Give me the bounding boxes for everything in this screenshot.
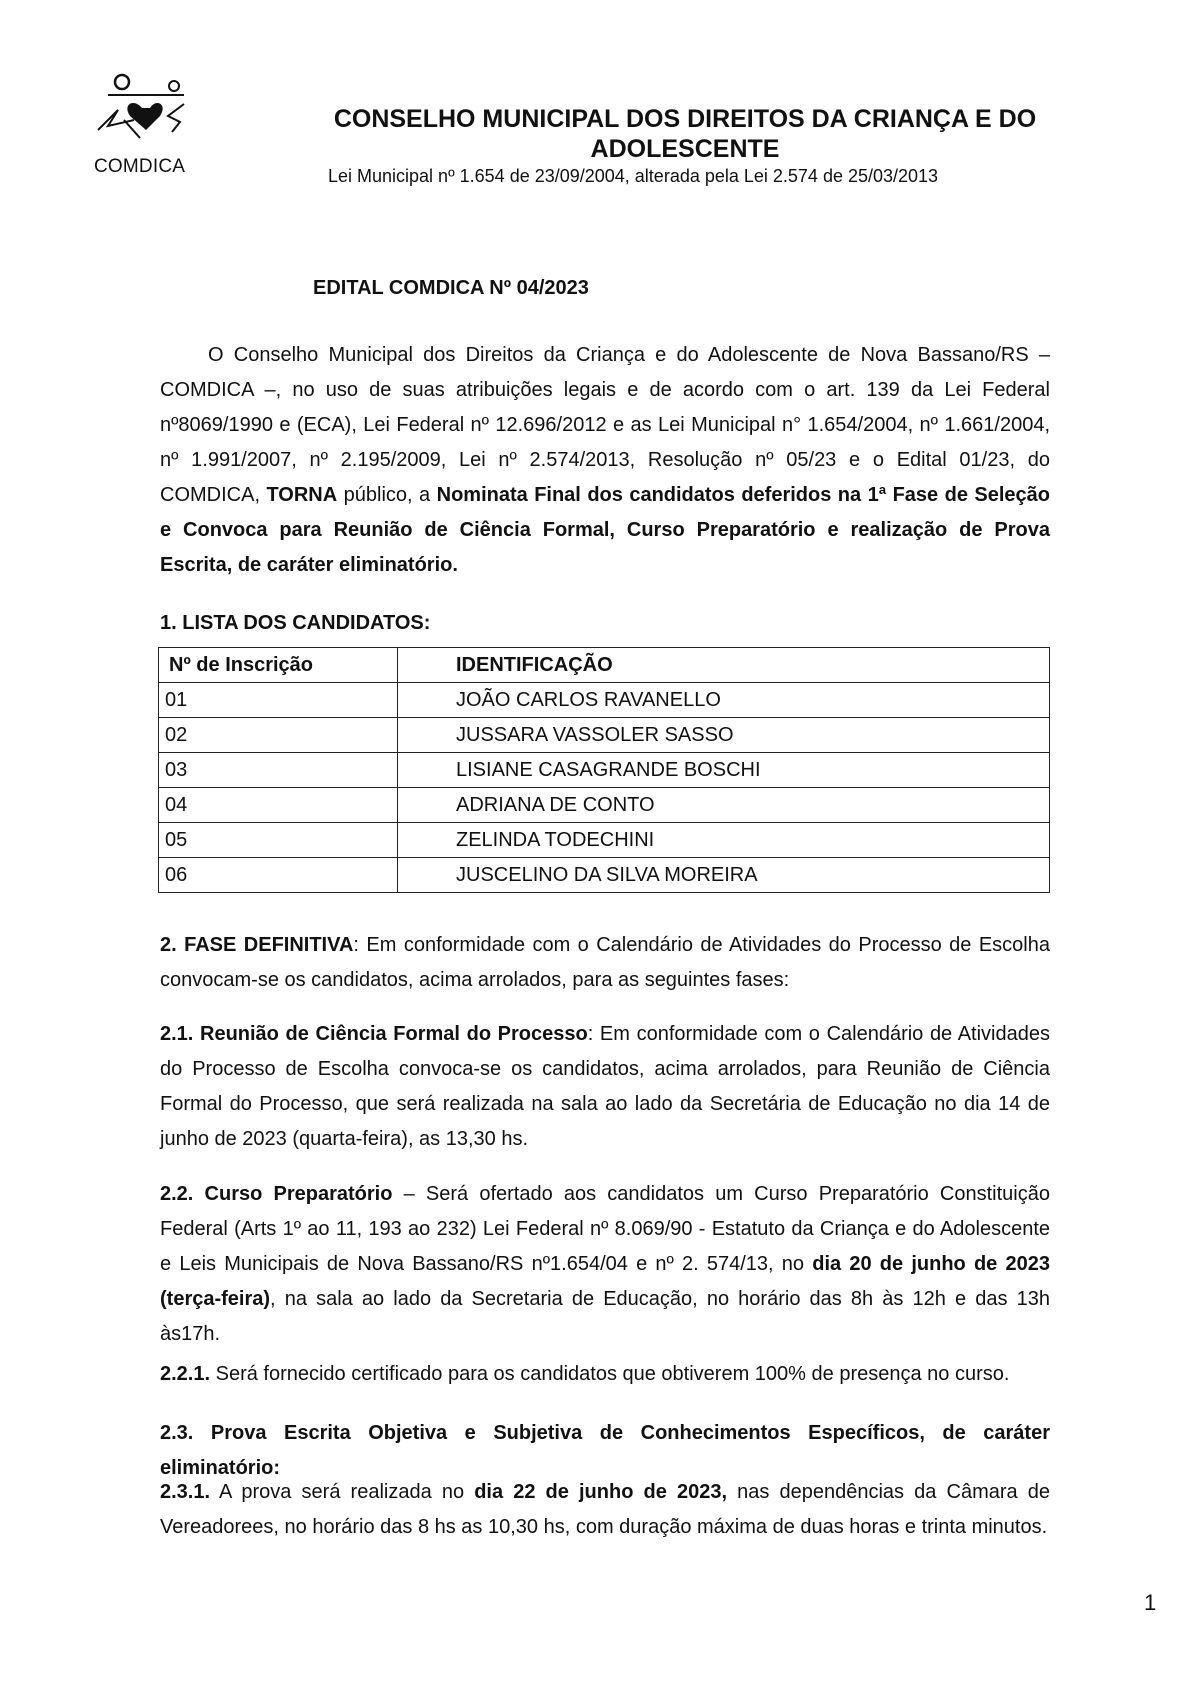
table-row <box>159 858 1050 893</box>
section-2-2-1-label: 2.2.1. <box>160 1363 211 1385</box>
section-2-3-1-label: 2.3.1. <box>160 1481 211 1503</box>
page-number: 1 <box>1144 1590 1157 1615</box>
cell-name: JOÃO CARLOS RAVANELLO <box>398 683 1050 718</box>
table-row <box>159 823 1050 858</box>
cell-num: 01 <box>159 683 398 718</box>
section-2-2-1-text: Será fornecido certificado para os candidatos que obtiverem 100% de presença no curso. <box>210 1363 1010 1385</box>
table-row <box>159 683 1050 718</box>
intro-bold-tail: Nominata Final dos candidatos deferidos na 1ª Fase de Seleção e Convoca para Reunião de Ciência Formal, Curso Preparatório e realização de Prova Escrita, de caráter eliminatório. <box>160 484 1050 576</box>
section-2-1-text: : Em conformidade com o Calendário de Atividades do Processo de Escolha convoca-se os candidatos, acima arrolados, para Reunião de Ciência Formal do Processo, que será realizada na sala ao lado da Secretária de Educação no dia 14 de junho de 2023 (quarta-feira), as 13,30 hs. <box>160 1023 1050 1150</box>
section-1-heading: 1. LISTA DOS CANDIDATOS: <box>160 612 431 634</box>
section-2-3-1-text-a: A prova será realizada no <box>210 1481 465 1503</box>
table-row <box>159 753 1050 788</box>
edital-title: EDITAL COMDICA Nº 04/2023 <box>313 277 589 299</box>
intro-paragraph <box>160 338 1050 583</box>
cell-name: JUSCELINO DA SILVA MOREIRA <box>398 858 1050 893</box>
cell-num: 03 <box>159 753 398 788</box>
section-2-3-heading: 2.3. Prova Escrita Objetiva e Subjetiva de Conhecimentos Específicos, de caráter eliminatório: <box>160 1422 1050 1479</box>
section-2-label: 2. FASE DEFINITIVA <box>160 934 354 956</box>
section-2-1-paragraph <box>160 1017 1050 1157</box>
section-2-2-1-paragraph <box>160 1357 1050 1392</box>
col-identificacao-header: IDENTIFICAÇÃO <box>398 648 1050 683</box>
cell-name: LISIANE CASAGRANDE BOSCHI <box>398 753 1050 788</box>
cell-num: 04 <box>159 788 398 823</box>
section-2-2-paragraph <box>160 1177 1050 1352</box>
section-2-2-label: 2.2. Curso Preparatório <box>160 1183 393 1205</box>
section-2-3-1-text-b: nas dependências da Câmara de Vereadorees, no horário das 8 hs as 10,30 hs, com duração máxima de duas horas e trinta minutos. <box>160 1481 1050 1538</box>
intro-mid: público, a <box>343 484 431 506</box>
cell-name: JUSSARA VASSOLER SASSO <box>398 718 1050 753</box>
section-2-2-text-b: , na sala ao lado da Secretaria de Educação, no horário das 8h às 12h e das 13h às17h. <box>160 1288 1050 1345</box>
section-2-3-1-paragraph <box>160 1475 1050 1545</box>
cell-num: 05 <box>159 823 398 858</box>
intro-torna: TORNA <box>266 484 338 506</box>
cell-num: 06 <box>159 858 398 893</box>
section-2-text: : Em conformidade com o Calendário de Atividades do Processo de Escolha convocam-se os candidatos, acima arrolados, para as seguintes fases: <box>160 934 1050 991</box>
intro-text: O Conselho Municipal dos Direitos da Criança e do Adolescente de Nova Bassano/RS – COMDICA –, no uso de suas atribuições legais e de acordo com o art. 139 da Lei Federal nº8069/1990 e (ECA), Lei Federal nº 12.696/2012 e as Lei Municipal n° 1.654/2004, nº 1.661/2004, nº 1.991/2007, nº 2.195/2009, Lei nº 2.574/2013, Resolução nº 05/23 e o Edital 01/23, do COMDICA, <box>160 344 1050 506</box>
section-2-paragraph <box>160 928 1050 998</box>
cell-num: 02 <box>159 718 398 753</box>
section-2-2-text-a: – Será ofertado aos candidatos um Curso Preparatório Constituição Federal (Arts 1º ao 11, 193 ao 232) Lei Federal nº 8.069/90 - Estatuto da Criança e do Adolescente e Leis Municipais de Nova Bassano/RS nº1.654/04 e nº 2. 574/13, no <box>160 1183 1050 1275</box>
comdica-logo <box>94 68 204 188</box>
cell-name: ADRIANA DE CONTO <box>398 788 1050 823</box>
council-title: CONSELHO MUNICIPAL DOS DIREITOS DA CRIANÇA E DO ADOLESCENTE <box>333 105 1037 163</box>
law-reference: Lei Municipal nº 1.654 de 23/09/2004, alterada pela Lei 2.574 de 25/03/2013 <box>328 166 939 186</box>
logo-emblem-icon <box>94 68 204 158</box>
section-2-1-label: 2.1. Reunião de Ciência Formal do Processo <box>160 1023 588 1045</box>
section-2-3-1-bold: dia 22 de junho de 2023, <box>474 1481 728 1503</box>
table-header-row <box>159 648 1050 683</box>
candidates-table <box>158 647 1050 893</box>
logo-text: COMDICA <box>94 156 186 177</box>
section-2-2-bold: dia 20 de junho de 2023 (terça-feira) <box>160 1253 1050 1310</box>
table-row <box>159 718 1050 753</box>
table-row <box>159 788 1050 823</box>
col-inscricao-header: Nº de Inscrição <box>159 648 398 683</box>
cell-name: ZELINDA TODECHINI <box>398 823 1050 858</box>
